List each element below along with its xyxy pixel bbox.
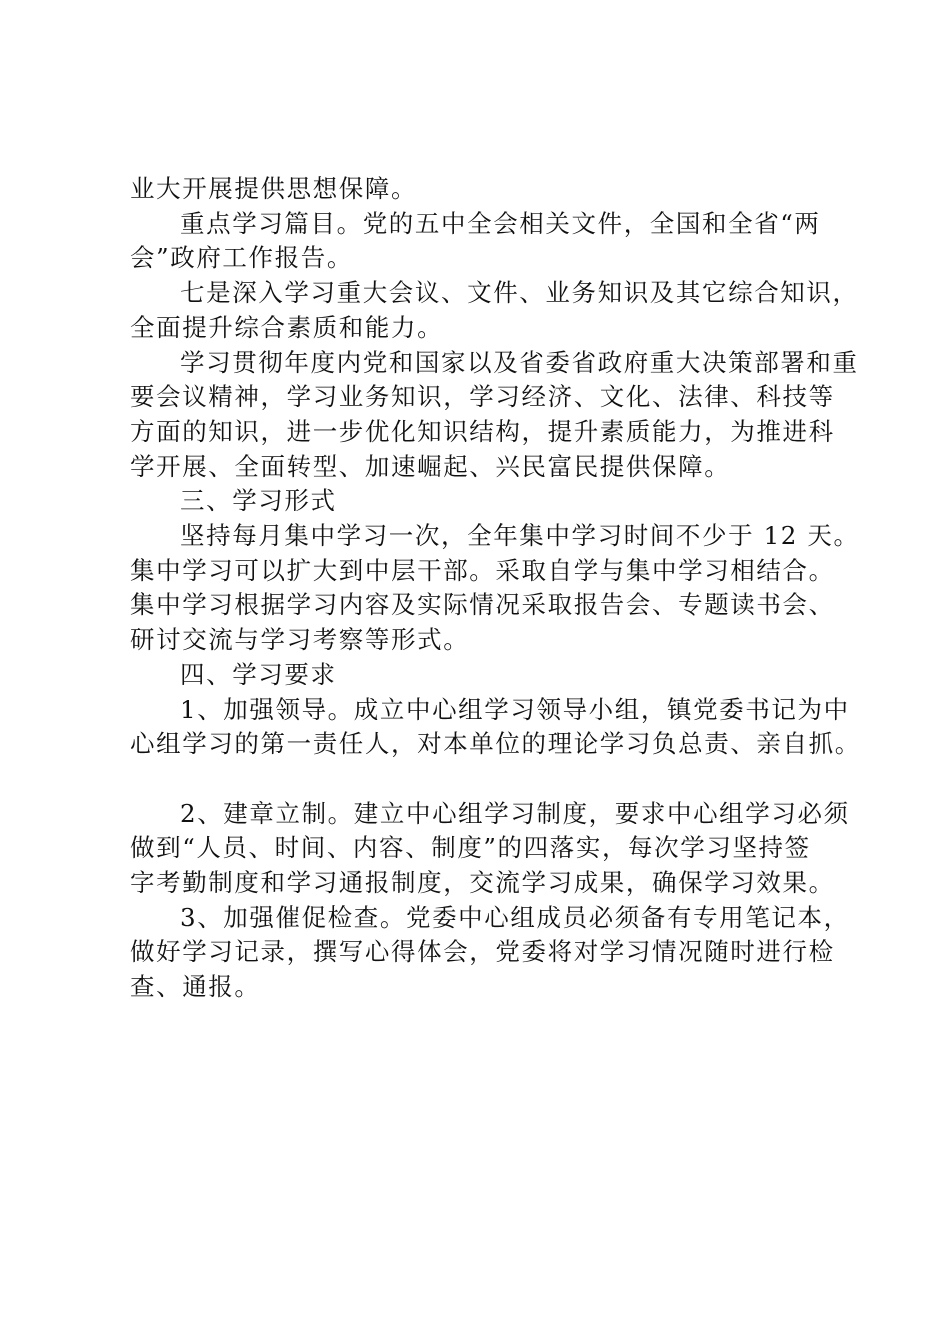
text-line: 七是深入学习重大会议、文件、业务知识及其它综合知识，	[180, 278, 859, 308]
section-heading: 三、学习形式	[180, 486, 337, 516]
text-line: 集中学习可以扩大到中层干部。采取自学与集中学习相结合。	[130, 555, 835, 585]
section-heading: 四、学习要求	[180, 659, 337, 689]
text-line: 2、建章立制。建立中心组学习制度，要求中心组学习必须	[180, 798, 850, 828]
text-line: 1、加强领导。成立中心组学习领导小组，镇党委书记为中	[180, 694, 850, 724]
text-line: 做好学习记录，撰写心得体会，党委将对学习情况随时进行检	[130, 937, 835, 967]
text-line: 3、加强催促检查。党委中心组成员必须备有专用笔记本，	[180, 902, 850, 932]
text-line: 字考勤制度和学习通报制度，交流学习成果，确保学习效果。	[130, 868, 835, 898]
text-line: 心组学习的第一责任人，对本单位的理论学习负总责、亲自抓。	[130, 729, 861, 759]
text-line: 查、通报。	[130, 972, 261, 1002]
text-line: 做到“人员、时间、内容、制度”的四落实，每次学习坚持签	[130, 833, 811, 863]
text-line: 研讨交流与学习考察等形式。	[130, 625, 470, 655]
text-line: 业大开展提供思想保障。	[130, 174, 418, 203]
text-line: 方面的知识，进一步优化知识结构，提升素质能力，为推进科	[130, 416, 835, 446]
text-line: 会”政府工作报告。	[130, 243, 353, 273]
text-line: 集中学习根据学习内容及实际情况采取报告会、专题读书会、	[130, 590, 835, 620]
text-line: 全面提升综合素质和能力。	[130, 312, 444, 342]
text-line: 坚持每月集中学习一次，全年集中学习时间不少于 12 天。	[180, 521, 860, 551]
text-line: 重点学习篇目。党的五中全会相关文件，全国和全省“两	[180, 208, 821, 238]
text-line: 学习贯彻年度内党和国家以及省委省政府重大决策部署和重	[180, 347, 859, 377]
text-line: 学开展、全面转型、加速崛起、兴民富民提供保障。	[130, 451, 731, 481]
text-line: 要会议精神，学习业务知识，学习经济、文化、法律、科技等	[130, 382, 835, 412]
document-body	[130, 172, 861, 1005]
